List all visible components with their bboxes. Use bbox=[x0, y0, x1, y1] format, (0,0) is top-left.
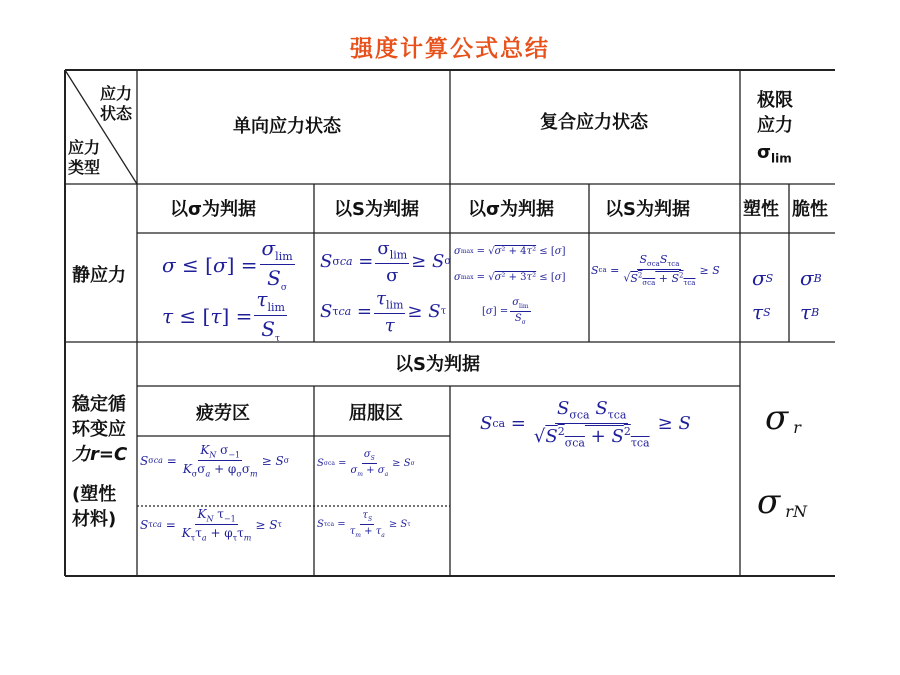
limit-cyclic-1: σ r bbox=[765, 398, 801, 438]
limit-plastic-2: τ S bbox=[752, 300, 771, 324]
limit-cyclic-2: σ rN bbox=[757, 482, 807, 522]
header-brittle: 脆性 bbox=[792, 199, 828, 220]
corner-top-2: 状态 bbox=[100, 104, 133, 123]
header-comb-by-S: 以S为判据 bbox=[605, 199, 690, 220]
formula-fatigue-2: S τca = $\frac{K_N \tau_{-1}}{K_\tau\tau_a + \varphi_\tau\tau_m}$ ≥ S τ bbox=[140, 507, 282, 543]
corner-bottom-1: 应力 bbox=[68, 138, 101, 157]
row-cyclic-3: 力r=C bbox=[72, 444, 128, 465]
row-cyclic-4: (塑性 bbox=[72, 484, 117, 505]
limit-plastic-1: σ S bbox=[752, 266, 774, 290]
formula-yield-2: S τca = $\frac{\tau_S}{\tau_m + \tau_a}$ ≥ S τ bbox=[317, 510, 411, 539]
formula-static-uni-S-1: S σca = $\frac{\sigma_{lim}}{\sigma}$ ≥ S σ bbox=[320, 238, 452, 286]
formula-static-comb-sigma-3: [ σ ] = $\frac{\sigma_{lim}}{S_\sigma}$ bbox=[482, 297, 529, 326]
corner-bottom-2: 类型 bbox=[68, 158, 101, 177]
formula-static-comb-sigma-2: σ max = √ σ² + 3τ² ≤ [ σ ] bbox=[454, 272, 566, 283]
header-limit-2: 应力 bbox=[757, 115, 793, 136]
header-limit-symbol: $\sigma_{lim}$ bbox=[757, 142, 792, 166]
limit-brittle-1: σ B bbox=[800, 266, 822, 290]
formula-static-uni-sigma-2: τ ≤ [ τ ] = $\frac{\tau_{lim}}{S_\tau}$ bbox=[162, 287, 285, 344]
limit-brittle-2: τ B bbox=[800, 300, 820, 324]
header-comb-by-sigma: 以σ为判据 bbox=[468, 199, 555, 220]
cyclic-by-S: 以S为判据 bbox=[395, 354, 480, 375]
header-limit-1: 极限 bbox=[757, 90, 793, 111]
formula-static-uni-sigma-1: σ ≤ [ σ ] = $\frac{\sigma_{lim}}{S_\sigma}$ bbox=[162, 236, 293, 293]
corner-top-1: 应力 bbox=[100, 84, 133, 103]
row-static: 静应力 bbox=[72, 265, 126, 286]
formula-static-comb-S: S ca = $\frac{S_{\sigma ca}S_{\tau ca}}{√S^2_{\sigma ca} + S^2_{\tau ca}}$ ≥ S bbox=[591, 253, 720, 288]
header-plastic: 塑性 bbox=[743, 199, 779, 220]
row-cyclic-2: 环变应 bbox=[72, 419, 126, 440]
formula-yield-1: S σca = $\frac{\sigma_S}{\sigma_m + \sigma_a}$ ≥ S σ bbox=[317, 449, 415, 478]
header-combined: 复合应力状态 bbox=[540, 112, 648, 133]
cyclic-fatigue: 疲劳区 bbox=[196, 403, 250, 424]
formula-static-comb-sigma-1: σ max = √ σ² + 4τ² ≤ [ σ ] bbox=[454, 246, 566, 257]
row-cyclic-5: 材料) bbox=[72, 509, 117, 530]
formula-static-uni-S-2: S τca = $\frac{\tau_{lim}}{\tau}$ ≥ S τ bbox=[320, 288, 447, 336]
row-cyclic-1: 稳定循 bbox=[72, 394, 126, 415]
formula-cyclic-comb: S ca = $\frac{S_{\sigma ca} S_{\tau ca}}{√S^2_{\sigma ca} + S^2_{\tau ca}}$ ≥ S bbox=[480, 398, 691, 450]
header-uni-by-sigma: 以σ为判据 bbox=[170, 199, 257, 220]
page-title: 强度计算公式总结 bbox=[350, 36, 550, 62]
cyclic-yield: 屈服区 bbox=[349, 403, 403, 424]
header-unidirectional: 单向应力状态 bbox=[233, 116, 341, 137]
formula-fatigue-1: S σca = $\frac{K_N \sigma_{-1}}{K_\sigma\sigma_a + \varphi_\sigma\sigma_m}$ ≥ S σ bbox=[140, 443, 290, 479]
header-uni-by-S: 以S为判据 bbox=[334, 199, 419, 220]
